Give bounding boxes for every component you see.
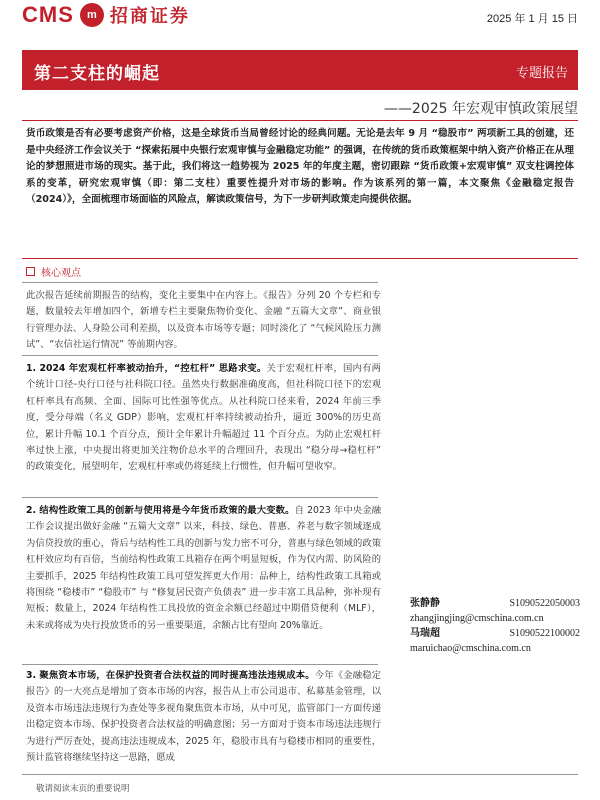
abstract-paragraph: 货币政策是否有必要考虑资产价格，这是全球货币当局曾经讨论的经典问题。无论是去年 9 月 “稳股市” 两项新工具的创建，还是中央经济工作会议关于 “探索拓展中央银行宏观审慎与金融稳定功能” 的强调，在传统的货币政策框架中纳入资产价格正在从理论的梦想照进市场的现实。基于此，我们将这一趋势视为 2025 年的年度主题，密切跟踪 “货币政策+宏观审慎” 双支柱调控体系的变革，研究宏观审慎（即：第二支柱）重要性提升对市场的影响。作为该系列的第一篇，本文聚焦《金融稳定报告（2024）》，全面梳理市场面临的风险点，解读政策信号，为下一步研判政策走向提供依据。: [26, 128, 574, 205]
divider-top: [22, 120, 578, 121]
divider-p3: [22, 664, 378, 665]
body-paragraph-2: [26, 503, 381, 634]
body-paragraph-3: [26, 668, 381, 766]
analyst-email: zhangjingjing@cmschina.com.cn: [410, 613, 544, 624]
divider-footer: [22, 774, 578, 775]
paragraph-3-text: 今年《金融稳定报告》的一大亮点是增加了资本市场的内容，报告从上市公司退市、私募基金管理，以及资本市场违法违规行为查处等多视角聚焦资本市场，从中可见，监管部门一方面传递出稳定资本市场、保护投资者合法权益的明确意图；另一方面对于资本市场违法违规行为进行严厉查处，提高违法违规成本，2025 年，稳股市具有与稳楼市相同的重要性，预计监管将继续坚持这一思路，愿成: [26, 670, 381, 764]
divider-p1: [22, 355, 378, 356]
analyst-row: [410, 626, 580, 641]
checkbox-square-icon: [26, 267, 35, 276]
logo-mark-icon: m: [80, 3, 104, 27]
divider-key-views: [22, 282, 378, 283]
logo-text-en: CMS: [22, 2, 74, 27]
paragraph-2-lead: 2. 结构性政策工具的创新与使用将是今年货币政策的最大变数。: [26, 505, 295, 516]
report-subtitle: ——2025 年宏观审慎政策展望: [383, 101, 578, 117]
analyst-cert: S1090522100002: [509, 628, 580, 639]
paragraph-1-lead: 1. 2024 年宏观杠杆率被动抬升，“控杠杆” 思路求变。: [26, 363, 267, 374]
paragraph-3-lead: 3. 聚焦资本市场，在保护投资者合法权益的同时提高违法违规成本。: [26, 670, 315, 681]
body-paragraph-1: [26, 361, 381, 476]
analyst-email: maruichao@cmschina.com.cn: [410, 643, 531, 654]
paragraph-2-text: 自 2023 年中央金融工作会议提出做好金融 “五篇大文章” 以来，科技、绿色、普惠、养老与数字领域逐成为信贷投放的重心，背后与结构性工具的创新与发力密不可分，普惠与绿色领域的政策杠杆效应均有百倍，当前结构性政策工具箱存在两个明显短板，作为仅内需、防风险的主要抓手，2025 年结构性政策工具可望发挥更大作用：品种上，结构性政策工具箱或将围绕 “稳楼市” “稳股市” 与 “修复居民资产负债表” 进一步丰富工具品种，弥补现有短板；数量上，2024 年结构性工具投放的资金余额已经超过中期借贷便利（MLF），未来或将成为央行投放货币的另一重要渠道，余额占比有望向 20%靠近。: [26, 505, 381, 631]
analyst-cert: S1090522050003: [509, 598, 580, 609]
page-header: [0, 0, 600, 34]
document-type-label: 专题报告: [515, 66, 568, 81]
divider-p2: [22, 497, 378, 498]
title-banner: [22, 50, 578, 90]
key-views-heading: [26, 264, 81, 279]
key-views-label: 核心观点: [41, 268, 81, 279]
report-date: 2025 年 1 月 15 日: [486, 13, 578, 25]
footer-disclaimer: 敬请阅读末页的重要说明: [36, 784, 130, 794]
analyst-name: 张静静: [410, 598, 440, 609]
divider-abstract: [22, 258, 578, 259]
analyst-row: [410, 596, 580, 611]
body-paragraph-0: 此次报告延续前期报告的结构，变化主要集中在内容上。《报告》分列 20 个专栏和专题，数量较去年增加四个，新增专栏主要聚焦物价变化、金融 “五篇大文章”、商业银行管理办法、人身险公司利差损，以及资本市场等专题；同时淡化了 “气候风险压力测试”、“农信社运行情况” 等前期内容。: [26, 290, 381, 351]
analyst-info: [410, 596, 580, 656]
logo-text-cn: 招商证券: [109, 6, 190, 27]
series-title: 第二支柱的崛起: [34, 64, 160, 84]
analyst-name: 马瑞超: [410, 628, 440, 639]
paragraph-1-text: 关于宏观杠杆率，国内有两个统计口径-央行口径与社科院口径。虽然央行数据准确度高，但社科院口径下的宏观杠杆率具有高频、全面、国际可比性强等优点。从社科院口径来看，2024 年前三季度，受分母端（名义 GDP）影响，宏观杠杆率持续被动抬升，逼近 300%的历史高位，累计升幅 10.1 个百分点，预计全年累计升幅超过 11 个百分点。为防止宏观杠杆率过快上涨，中央提出将更加关注物价总水平的合理回升，表现出 “稳分母→稳杠杆” 的政策变化，展望明年，宏观杠杆率或仍将延续上行惯性，但升幅可望收窄。: [26, 363, 381, 473]
company-logo: [22, 2, 190, 28]
